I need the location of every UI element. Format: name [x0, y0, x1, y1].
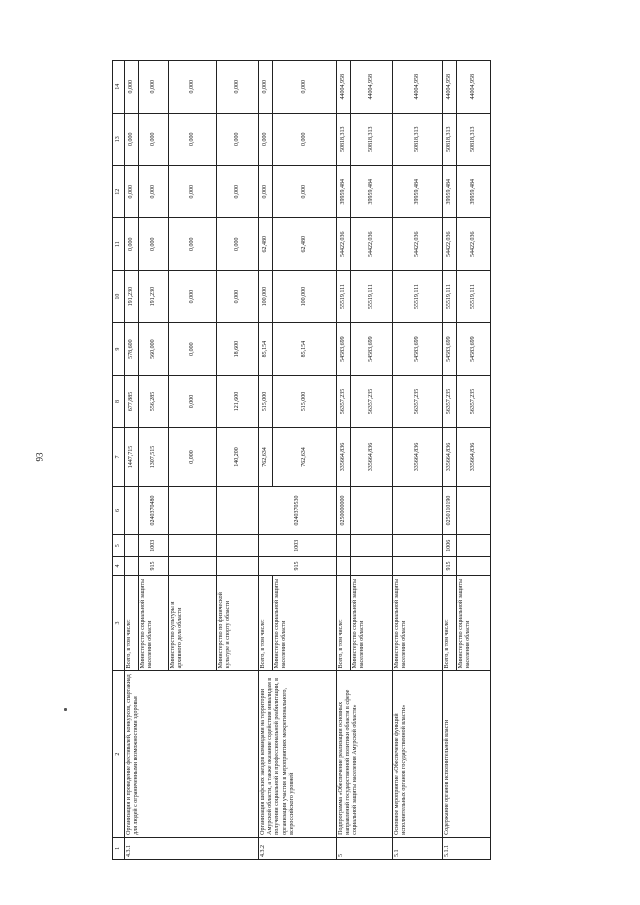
cell: 56357,235 — [351, 375, 393, 427]
cell: 50818,313 — [457, 113, 491, 165]
cell — [351, 557, 393, 575]
cell: 0,000 — [125, 166, 139, 218]
cell: 0,000 — [217, 218, 259, 270]
col-header: 3 — [113, 575, 125, 671]
cell: 677,885 — [125, 375, 139, 427]
cell: 121,600 — [217, 375, 259, 427]
cell: 1006 — [443, 535, 457, 557]
cell: 556,285 — [139, 375, 169, 427]
executor: Министерство социальной защиты населения области — [457, 575, 491, 671]
cell: 44004,958 — [457, 61, 491, 114]
cell — [457, 535, 491, 557]
executor: Министерство социальной защиты населения области — [139, 575, 169, 671]
cell: 0250000000 — [337, 486, 351, 534]
cell — [351, 535, 393, 557]
cell: 0,000 — [139, 113, 169, 165]
cell: 335664,836 — [351, 428, 393, 487]
cell: 54422,036 — [443, 218, 457, 270]
cell: 56357,235 — [393, 375, 443, 427]
cell: 335664,836 — [443, 428, 457, 487]
cell: 55519,111 — [443, 270, 457, 322]
cell — [169, 557, 217, 575]
cell — [393, 557, 443, 575]
col-header: 10 — [113, 270, 125, 322]
cell: 191,230 — [139, 270, 169, 322]
cell — [457, 557, 491, 575]
cell: 54583,699 — [393, 323, 443, 375]
cell: 335664,836 — [393, 428, 443, 487]
col-header: 6 — [113, 486, 125, 534]
budget-table — [112, 60, 491, 860]
cell: 54422,036 — [337, 218, 351, 270]
executor: Всего, в том числе: — [443, 575, 457, 671]
cell: 18,600 — [217, 323, 259, 375]
cell: 39959,484 — [351, 166, 393, 218]
cell: 0,000 — [259, 166, 273, 218]
col-header: 11 — [113, 218, 125, 270]
cell: 39959,484 — [457, 166, 491, 218]
col-header: 8 — [113, 375, 125, 427]
cell: 915 — [443, 557, 457, 575]
cell: 54422,036 — [351, 218, 393, 270]
cell: 39959,484 — [393, 166, 443, 218]
table-row — [125, 61, 139, 860]
cell: 1003 — [259, 535, 337, 557]
cell: 0,000 — [217, 113, 259, 165]
cell: 100,000 — [259, 270, 273, 322]
cell: 56357,235 — [443, 375, 457, 427]
cell: 0,000 — [273, 113, 337, 165]
col-header: 13 — [113, 113, 125, 165]
row-id: 4.3.2 — [259, 837, 337, 859]
cell: 1447,715 — [125, 428, 139, 487]
cell: 55519,111 — [337, 270, 351, 322]
cell: 1307,515 — [139, 428, 169, 487]
cell: 50818,313 — [393, 113, 443, 165]
cell: 0,000 — [273, 166, 337, 218]
cell: 44004,958 — [393, 61, 443, 114]
cell: 62,480 — [273, 218, 337, 270]
row-name: Организация и проведение фестивалей, конкурсов, спартакиад для людей с ограниченными возможностями здоровья — [125, 671, 259, 837]
executor: Министерство социальной защиты населения области — [273, 575, 337, 671]
cell — [125, 535, 139, 557]
cell: 0,000 — [125, 61, 139, 114]
col-header: 7 — [113, 428, 125, 487]
cell: 0,000 — [125, 113, 139, 165]
cell: 54583,699 — [457, 323, 491, 375]
rotated-table-container — [112, 60, 552, 860]
cell — [217, 486, 259, 534]
executor: Всего, в том числе: — [125, 575, 139, 671]
cell: 335664,836 — [457, 428, 491, 487]
cell: 0250110190 — [443, 486, 457, 534]
cell: 0,000 — [139, 218, 169, 270]
cell: 55519,111 — [457, 270, 491, 322]
cell: 85,154 — [273, 323, 337, 375]
cell: 915 — [259, 557, 337, 575]
cell: 54422,036 — [393, 218, 443, 270]
cell: 0,000 — [169, 61, 217, 114]
cell: 0,000 — [139, 61, 169, 114]
col-header: 5 — [113, 535, 125, 557]
col-header: 2 — [113, 671, 125, 837]
cell: 515,000 — [273, 375, 337, 427]
cell: 100,000 — [273, 270, 337, 322]
table-row — [443, 61, 457, 860]
cell — [457, 486, 491, 534]
cell: 55519,111 — [393, 270, 443, 322]
cell: 0,000 — [259, 61, 273, 114]
cell: 191,230 — [125, 270, 139, 322]
cell: 62,480 — [259, 218, 273, 270]
cell: 515,000 — [259, 375, 273, 427]
cell: 50818,313 — [351, 113, 393, 165]
cell — [337, 535, 351, 557]
cell: 0,000 — [169, 166, 217, 218]
row-id: 5 — [337, 837, 393, 859]
cell: 0,000 — [139, 166, 169, 218]
cell: 140,200 — [217, 428, 259, 487]
executor: Всего, в том числе: — [259, 575, 273, 671]
executor: Министерство по физической культуре и спорту области — [217, 575, 259, 671]
cell: 0,000 — [169, 113, 217, 165]
col-header: 12 — [113, 166, 125, 218]
row-id: 4.3.1 — [125, 837, 259, 859]
cell: 54583,699 — [337, 323, 351, 375]
cell: 0,000 — [217, 270, 259, 322]
cell: 0,000 — [259, 113, 273, 165]
col-header: 9 — [113, 323, 125, 375]
table-row — [393, 61, 443, 860]
row-name: Организация шефских заездов командами на территории Амурской области, а также оказание содействия инвалидам в получении социальной и профессиональной реабилитации, в организации участия в мероприятиях межрегионального, всероссийского уровней — [259, 671, 337, 837]
cell: 0,000 — [169, 270, 217, 322]
cell — [217, 557, 259, 575]
table-row — [337, 61, 351, 860]
cell: 0,000 — [273, 61, 337, 114]
cell: 0240370530 — [259, 486, 337, 534]
cell: 560,000 — [139, 323, 169, 375]
cell — [125, 486, 139, 534]
executor: Министерство культуры и архивного дела области — [169, 575, 217, 671]
col-header: 1 — [113, 837, 125, 859]
cell — [217, 535, 259, 557]
cell: 1003 — [139, 535, 169, 557]
row-id: 5.1 — [393, 837, 443, 859]
cell: 44004,958 — [443, 61, 457, 114]
cell: 762,634 — [259, 428, 273, 487]
cell: 578,600 — [125, 323, 139, 375]
cell: 762,634 — [273, 428, 337, 487]
page-number: 93 — [34, 452, 45, 462]
row-id: 5.1.1 — [443, 837, 491, 859]
executor: Всего, в том числе: — [337, 575, 351, 671]
executor: Министерство социальной защиты населения области — [351, 575, 393, 671]
cell: 54422,036 — [457, 218, 491, 270]
cell: 39959,484 — [443, 166, 457, 218]
row-name: Подпрограмма «Обеспечение реализации основных направлений государственной политики области в сфере социальной защиты населения Амурской области» — [337, 671, 393, 837]
cell: 0,000 — [169, 428, 217, 487]
cell: 39959,484 — [337, 166, 351, 218]
table-row — [259, 61, 273, 860]
cell: 54583,699 — [443, 323, 457, 375]
cell: 0,000 — [169, 218, 217, 270]
cell: 0,000 — [217, 166, 259, 218]
cell — [125, 557, 139, 575]
scan-speck — [64, 708, 67, 711]
cell: 85,154 — [259, 323, 273, 375]
col-header: 14 — [113, 61, 125, 114]
cell: 44004,958 — [351, 61, 393, 114]
cell: 0240370480 — [139, 486, 169, 534]
executor: Министерство социальной защиты населения области — [393, 575, 443, 671]
cell — [393, 535, 443, 557]
cell — [351, 486, 393, 534]
cell: 0,000 — [125, 218, 139, 270]
cell: 56357,235 — [337, 375, 351, 427]
cell: 44004,958 — [337, 61, 351, 114]
cell: 0,000 — [217, 61, 259, 114]
cell — [337, 557, 351, 575]
cell: 915 — [139, 557, 169, 575]
row-name: Основное мероприятие «Обеспечение функций исполнительных органов государственной власти» — [393, 671, 443, 837]
cell: 0,000 — [169, 375, 217, 427]
cell: 54583,699 — [351, 323, 393, 375]
cell: 50818,313 — [337, 113, 351, 165]
row-name: Содержание органов исполнительной власти — [443, 671, 491, 837]
cell: 335664,836 — [337, 428, 351, 487]
cell: 0,000 — [169, 323, 217, 375]
cell: 50818,313 — [443, 113, 457, 165]
cell: 56357,235 — [457, 375, 491, 427]
cell: 55519,111 — [351, 270, 393, 322]
cell — [393, 486, 443, 534]
header-row — [113, 61, 125, 860]
cell — [169, 486, 217, 534]
col-header: 4 — [113, 557, 125, 575]
cell — [169, 535, 217, 557]
